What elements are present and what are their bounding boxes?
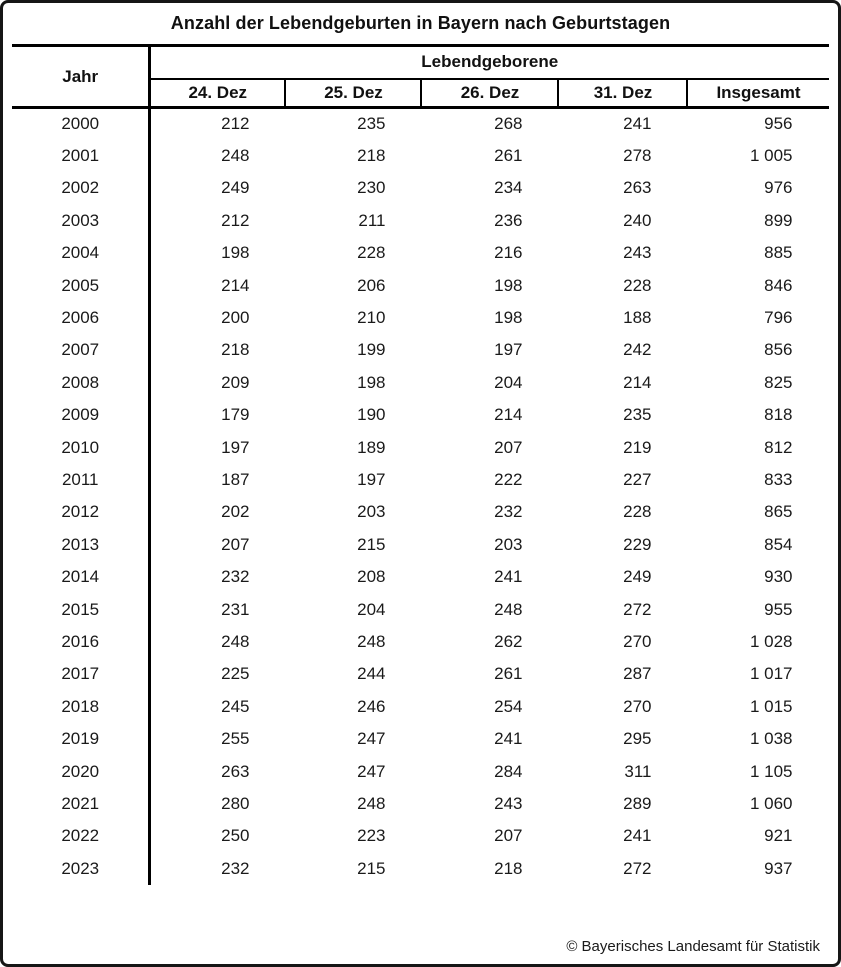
value-cell: 204: [494, 372, 523, 392]
value-cell: 240: [623, 210, 652, 230]
value-cell: 236: [494, 210, 523, 230]
year-cell: 2022: [12, 820, 149, 852]
value-cell: 203: [494, 534, 523, 554]
table-row: [12, 302, 828, 334]
value-cell: 207: [494, 437, 523, 457]
value-cell: 209: [221, 372, 250, 392]
value-cell: 218: [357, 146, 386, 166]
value-cell: 245: [221, 696, 250, 716]
value-cell: 833: [764, 469, 793, 489]
value-cell: 248: [221, 146, 250, 166]
value-cell: 812: [764, 437, 793, 457]
value-cell: 232: [221, 858, 250, 878]
value-cell: 247: [357, 729, 386, 749]
value-cell: 899: [764, 210, 793, 230]
value-cell: 198: [221, 243, 250, 263]
value-cell: 227: [623, 469, 652, 489]
value-cell: 206: [357, 275, 386, 295]
year-cell: 2007: [12, 334, 149, 366]
table-row: [12, 237, 828, 269]
value-cell: 976: [764, 178, 793, 198]
value-cell: 214: [221, 275, 250, 295]
table-row: [12, 852, 828, 884]
value-cell: 218: [221, 340, 250, 360]
value-cell: 203: [357, 502, 386, 522]
value-cell: 243: [494, 793, 523, 813]
table-body: [12, 108, 828, 885]
table-row: [12, 496, 828, 528]
value-cell: 865: [764, 502, 793, 522]
value-cell: 216: [494, 243, 523, 263]
value-cell: 198: [357, 372, 386, 392]
year-cell: 2016: [12, 626, 149, 658]
column-header-jahr: Jahr: [12, 46, 149, 108]
table-row: [12, 399, 828, 431]
value-cell: 1 028: [749, 631, 793, 651]
year-cell: 2006: [12, 302, 149, 334]
value-cell: 210: [357, 308, 386, 328]
value-cell: 284: [494, 761, 523, 781]
value-cell: 295: [623, 729, 652, 749]
table-header: [12, 46, 828, 108]
value-cell: 197: [494, 340, 523, 360]
value-cell: 214: [494, 405, 523, 425]
value-cell: 854: [764, 534, 793, 554]
value-cell: 187: [221, 469, 250, 489]
year-cell: 2002: [12, 172, 149, 204]
value-cell: 228: [623, 502, 652, 522]
value-cell: 207: [221, 534, 250, 554]
value-cell: 311: [624, 761, 652, 781]
value-cell: 234: [494, 178, 523, 198]
value-cell: 235: [623, 405, 652, 425]
value-cell: 1 038: [749, 729, 793, 749]
value-cell: 846: [764, 275, 793, 295]
value-cell: 232: [494, 502, 523, 522]
value-cell: 921: [764, 826, 793, 846]
value-cell: 270: [623, 696, 652, 716]
value-cell: 272: [623, 599, 652, 619]
year-cell: 2019: [12, 723, 149, 755]
table-row: [12, 820, 828, 852]
value-cell: 955: [764, 599, 793, 619]
table-row: [12, 788, 828, 820]
value-cell: 248: [494, 599, 523, 619]
value-cell: 885: [764, 243, 793, 263]
value-cell: 219: [623, 437, 652, 457]
value-cell: 190: [357, 405, 386, 425]
year-cell: 2015: [12, 593, 149, 625]
value-cell: 223: [357, 826, 386, 846]
value-cell: 1 005: [749, 146, 793, 166]
value-cell: 1 060: [749, 793, 793, 813]
value-cell: 856: [764, 340, 793, 360]
column-header-24-dez: 24. Dez: [149, 79, 285, 108]
value-cell: 225: [221, 664, 250, 684]
table-row: [12, 593, 828, 625]
value-cell: 200: [221, 308, 250, 328]
year-cell: 2009: [12, 399, 149, 431]
value-cell: 230: [357, 178, 386, 198]
value-cell: 188: [623, 308, 652, 328]
value-cell: 278: [623, 146, 652, 166]
value-cell: 289: [623, 793, 652, 813]
year-cell: 2004: [12, 237, 149, 269]
value-cell: 199: [357, 340, 386, 360]
value-cell: 818: [764, 405, 793, 425]
table-row: [12, 334, 828, 366]
value-cell: 242: [623, 340, 652, 360]
value-cell: 198: [494, 275, 523, 295]
table-row: [12, 755, 828, 787]
table-row: [12, 172, 828, 204]
value-cell: 241: [494, 729, 523, 749]
year-cell: 2001: [12, 140, 149, 172]
value-cell: 248: [357, 631, 386, 651]
value-cell: 211: [358, 210, 386, 230]
column-header-insgesamt: Insgesamt: [687, 79, 828, 108]
value-cell: 241: [494, 567, 523, 587]
table-row: [12, 464, 828, 496]
value-cell: 248: [221, 631, 250, 651]
year-cell: 2003: [12, 205, 149, 237]
table-row: [12, 367, 828, 399]
value-cell: 229: [623, 534, 652, 554]
column-group-header-lebendgeborene: Lebendgeborene: [149, 46, 828, 79]
value-cell: 261: [494, 146, 523, 166]
value-cell: 228: [623, 275, 652, 295]
year-cell: 2000: [12, 108, 149, 140]
value-cell: 825: [764, 372, 793, 392]
value-cell: 197: [221, 437, 250, 457]
table-row: [12, 431, 828, 463]
value-cell: 231: [221, 599, 250, 619]
copyright-notice: © Bayerisches Landesamt für Statistik: [566, 938, 820, 955]
value-cell: 263: [623, 178, 652, 198]
year-cell: 2020: [12, 755, 149, 787]
year-cell: 2021: [12, 788, 149, 820]
value-cell: 1 015: [749, 696, 793, 716]
value-cell: 247: [357, 761, 386, 781]
year-cell: 2010: [12, 431, 149, 463]
value-cell: 215: [357, 534, 386, 554]
value-cell: 1 017: [749, 664, 793, 684]
value-cell: 263: [221, 761, 250, 781]
value-cell: 215: [357, 858, 386, 878]
value-cell: 268: [494, 114, 523, 134]
value-cell: 197: [357, 469, 386, 489]
value-cell: 208: [357, 567, 386, 587]
value-cell: 937: [764, 858, 793, 878]
column-header-31-dez: 31. Dez: [558, 79, 687, 108]
value-cell: 930: [764, 567, 793, 587]
value-cell: 235: [357, 114, 386, 134]
value-cell: 796: [764, 308, 793, 328]
table-row: [12, 269, 828, 301]
value-cell: 244: [357, 664, 386, 684]
value-cell: 246: [357, 696, 386, 716]
value-cell: 218: [494, 858, 523, 878]
value-cell: 232: [221, 567, 250, 587]
table-row: [12, 658, 828, 690]
value-cell: 261: [494, 664, 523, 684]
births-table: [12, 44, 828, 885]
value-cell: 248: [357, 793, 386, 813]
value-cell: 241: [623, 114, 652, 134]
value-cell: 254: [494, 696, 523, 716]
value-cell: 214: [623, 372, 652, 392]
year-cell: 2008: [12, 367, 149, 399]
year-cell: 2018: [12, 691, 149, 723]
table-row: [12, 205, 828, 237]
value-cell: 270: [623, 631, 652, 651]
year-cell: 2013: [12, 529, 149, 561]
value-cell: 189: [357, 437, 386, 457]
value-cell: 249: [623, 567, 652, 587]
value-cell: 249: [221, 178, 250, 198]
table-row: [12, 140, 828, 172]
year-cell: 2011: [12, 464, 149, 496]
value-cell: 228: [357, 243, 386, 263]
value-cell: 179: [221, 405, 250, 425]
table-row: [12, 561, 828, 593]
value-cell: 222: [494, 469, 523, 489]
table-row: [12, 529, 828, 561]
value-cell: 280: [221, 793, 250, 813]
table-row: [12, 723, 828, 755]
year-cell: 2017: [12, 658, 149, 690]
column-header-25-dez: 25. Dez: [285, 79, 421, 108]
year-cell: 2005: [12, 269, 149, 301]
year-cell: 2012: [12, 496, 149, 528]
value-cell: 287: [623, 664, 652, 684]
value-cell: 207: [494, 826, 523, 846]
value-cell: 212: [221, 114, 250, 134]
value-cell: 250: [221, 826, 250, 846]
value-cell: 202: [221, 502, 250, 522]
page-title: Anzahl der Lebendgeburten in Bayern nach Geburtstagen: [170, 13, 671, 33]
value-cell: 1 105: [749, 761, 793, 781]
table-row: [12, 626, 828, 658]
value-cell: 198: [494, 308, 523, 328]
value-cell: 241: [623, 826, 652, 846]
year-cell: 2014: [12, 561, 149, 593]
value-cell: 243: [623, 243, 652, 263]
table-row: [12, 108, 828, 140]
value-cell: 262: [494, 631, 523, 651]
value-cell: 204: [357, 599, 386, 619]
year-cell: 2023: [12, 852, 149, 884]
table-row: [12, 691, 828, 723]
value-cell: 212: [221, 210, 250, 230]
value-cell: 272: [623, 858, 652, 878]
column-header-26-dez: 26. Dez: [421, 79, 558, 108]
value-cell: 956: [764, 114, 793, 134]
value-cell: 255: [221, 729, 250, 749]
